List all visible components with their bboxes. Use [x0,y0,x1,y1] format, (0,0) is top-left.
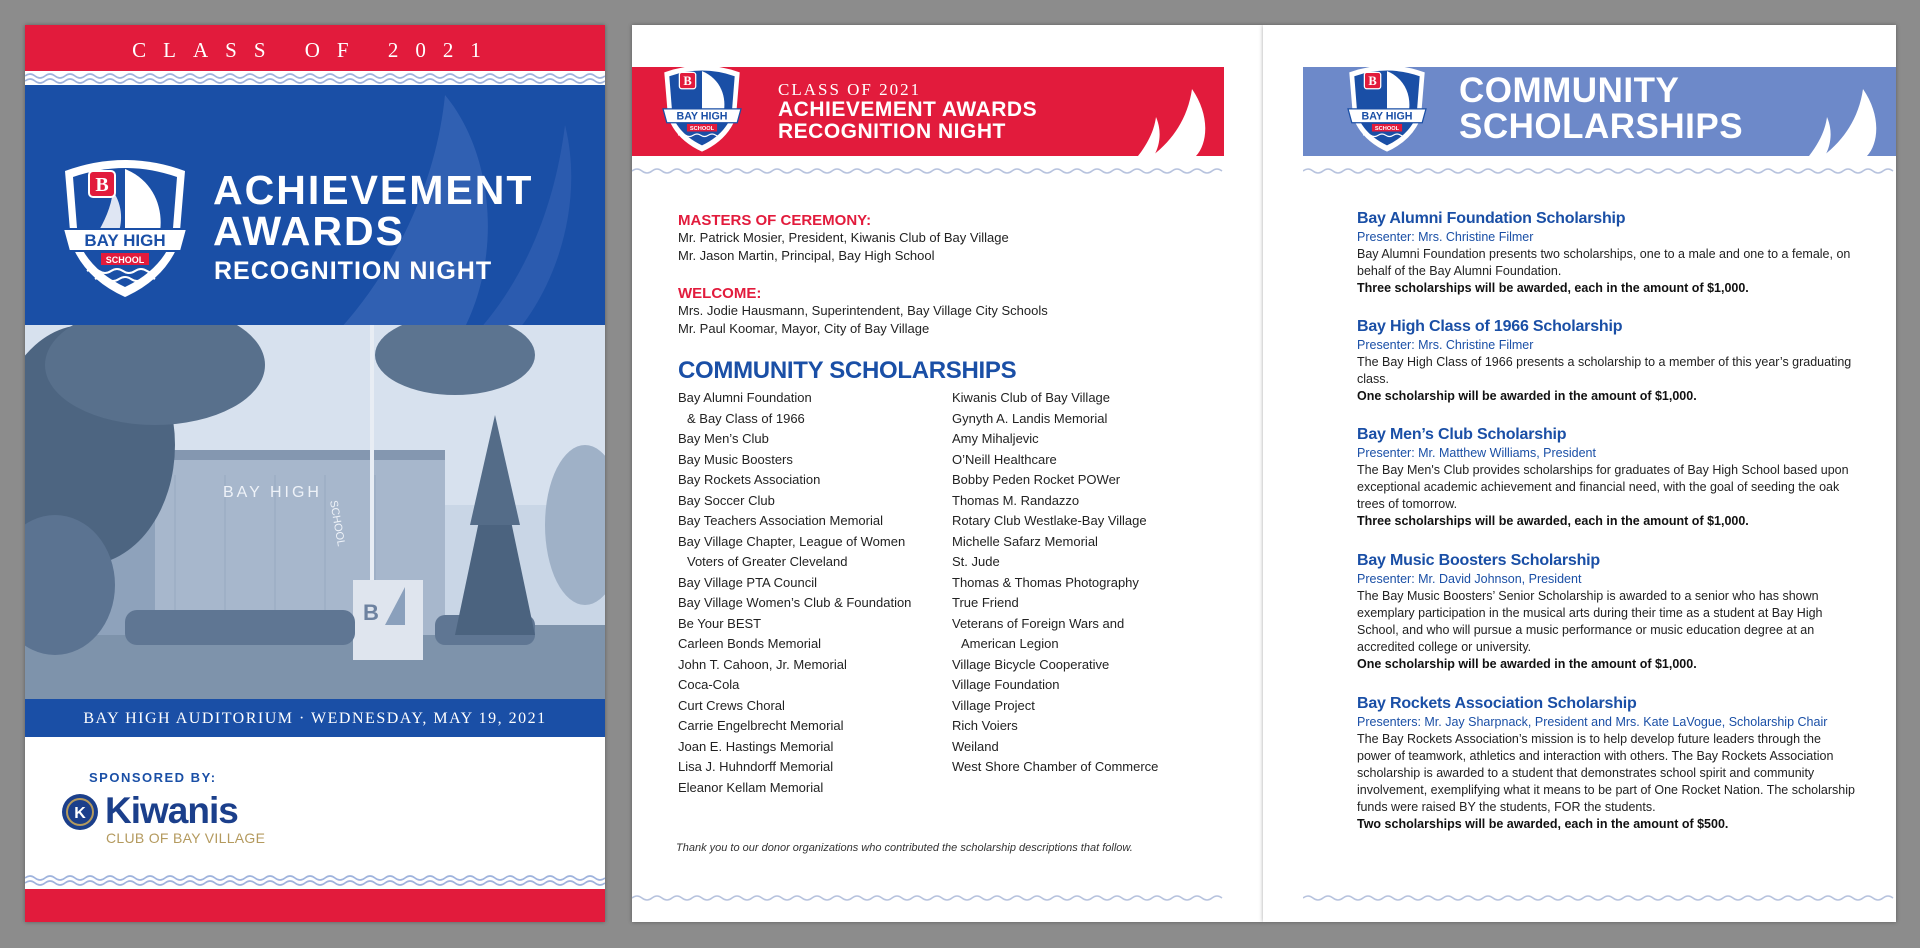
list-item: Veterans of Foreign Wars and [952,615,1125,631]
list-item: Curt Crews Choral [678,697,785,713]
svg-text:B: B [1368,74,1377,88]
list-item: Village Bicycle Cooperative [952,656,1110,672]
svg-text:BAY HIGH: BAY HIGH [1361,110,1413,123]
list-item: & Bay Class of 1966 [687,410,805,426]
list-item: Bay Music Boosters [678,451,793,467]
list-item: Gynyth A. Landis Memorial [952,410,1108,426]
list-item: Bay Men’s Club [678,431,769,446]
cover-title-line1: ACHIEVEMENT [213,167,534,213]
left-banner-title1: ACHIEVEMENT AWARDS [778,98,1038,121]
scholarship-presenter: Presenter: Mr. David Johnson, President [1357,572,1582,586]
list-item: Weiland [952,738,999,754]
list-item: O’Neill Healthcare [952,451,1057,467]
scholarship-title: Bay Rockets Association Scholarship [1357,695,1637,712]
list-item: Carrie Engelbrecht Memorial [678,718,844,733]
list-item: Michelle Safarz Memorial [952,533,1098,549]
cover-page [25,25,605,922]
scholarship-description: The Bay High Class of 1966 presents a scholarship to a member of this year’s graduating class. [1357,355,1852,386]
list-item: West Shore Chamber of Commerce [952,759,1159,774]
scholarship-description: The Bay Men's Club provides scholarships for graduates of Bay High School based upon exceptional academic achievement and financial need, with the goal of seeding the oak trees of tomorrow. [1357,463,1849,511]
svg-text:BAY HIGH: BAY HIGH [84,231,166,250]
list-item: Eleanor Kellam Memorial [678,779,824,795]
scholarship-entry [1357,551,1857,673]
scholarship-award: One scholarship will be awarded in the amount of $1,000. [1357,657,1697,671]
sponsored-by-label: SPONSORED BY: [89,770,217,785]
cover-bottom-wave [25,873,605,887]
welcome-heading: WELCOME: [678,285,762,302]
list-item: Amy Mihaljevic [952,431,1039,446]
list-item: Village Foundation [952,677,1060,692]
list-item: Bobby Peden Rocket POWer [952,472,1121,487]
list-item: Lisa J. Huhndorff Memorial [678,759,834,774]
list-item: Carleen Bonds Memorial [678,636,822,651]
scholarship-award: One scholarship will be awarded in the amount of $1,000. [1357,389,1697,403]
right-bottom-wave [1303,893,1896,903]
list-item: Village Project [952,697,1035,713]
list-item: John T. Cahoon, Jr. Memorial [678,656,847,672]
community-scholarships-heading: COMMUNITY SCHOLARSHIPS [678,357,1017,384]
list-item: Bay Village PTA Council [678,574,817,590]
cover-bottom-band [25,889,605,922]
scholarship-presenter: Presenter: Mrs. Christine Filmer [1357,230,1534,244]
cover-top-wave [25,71,605,85]
list-item: Rotary Club Westlake-Bay Village [952,513,1147,528]
welcome-line: Mr. Paul Koomar, Mayor, City of Bay Village [678,321,930,336]
scholarship-entry [1357,694,1857,833]
school-building-photo [25,325,605,699]
list-item: St. Jude [952,554,1000,569]
list-item: Bay Alumni Foundation [678,390,812,405]
scholarship-description: The Bay Rockets Association’s mission is to help develop future leaders through the power of teamwork, athletics and interaction with others. The Bay Rockets Association scholarship is awarded to a student that demonstrates school spirit and community involvement, exemplifying what it means to be part of One Rocket Nation. The scholarship funds were raised BY the students, FOR the students. [1357,732,1855,814]
welcome-line: Mrs. Jodie Hausmann, Superintendent, Bay Village City Schools [678,303,1048,318]
list-item: Thomas M. Randazzo [952,492,1080,508]
bay-high-crest-icon [55,151,195,301]
svg-text:SCHOOL: SCHOOL [105,255,145,265]
svg-text:BAY HIGH: BAY HIGH [676,110,728,123]
svg-text:BAY HIGH: BAY HIGH [223,484,322,501]
thank-you-note: Thank you to our donor organizations who contributed the scholarship descriptions that follow. [676,842,1133,854]
list-item: Be Your BEST [678,615,762,631]
list-item: Bay Teachers Association Memorial [678,513,883,528]
scholarship-description: Bay Alumni Foundation presents two scholarships, one to a male and one to a female, on behalf of the Bay Alumni Foundation. [1357,247,1851,278]
scholarship-description: The Bay Music Boosters’ Senior Scholarship is awarded to a senior who has shown exemplary participation in the musical arts during their time as a student at Bay High School, and who will pursue a music performance or music education degree at an accredited college or university. [1357,589,1823,654]
list-item: Coca-Cola [678,677,740,692]
svg-text:B: B [363,600,379,625]
svg-text:B: B [683,74,692,88]
list-item: American Legion [961,636,1059,651]
list-item: Rich Voiers [952,718,1018,733]
right-banner-title2: SCHOLARSHIPS [1459,107,1744,146]
list-item: Kiwanis Club of Bay Village [952,390,1111,405]
masters-line: Mr. Jason Martin, Principal, Bay High School [678,248,935,263]
scholarship-title: Bay Music Boosters Scholarship [1357,552,1600,569]
list-item: True Friend [952,595,1019,610]
right-banner-wave [1303,166,1896,176]
masters-heading: MASTERS OF CEREMONY: [678,212,872,229]
masters-line: Mr. Patrick Mosier, President, Kiwanis Club of Bay Village [678,230,1009,245]
program-page-left [632,25,1263,922]
cover-title-line3: RECOGNITION NIGHT [214,257,493,285]
scholarship-presenter: Presenter: Mrs. Christine Filmer [1357,338,1534,352]
list-item: Bay Rockets Association [678,472,821,487]
scholarship-award: Three scholarships will be awarded, each in the amount of $1,000. [1357,281,1749,295]
scholarship-entry [1357,425,1857,530]
svg-text:K: K [74,805,86,822]
sail-banner-icon [1112,87,1222,156]
right-banner-title1: COMMUNITY [1459,71,1680,110]
svg-text:SCHOOL: SCHOOL [689,126,715,133]
list-item: Bay Village Women’s Club & Foundation [678,595,912,610]
left-bottom-wave [632,893,1224,903]
list-item: Bay Village Chapter, League of Women [678,533,906,549]
scholarship-presenter: Presenter: Mr. Matthew Williams, President [1357,446,1596,460]
bay-high-crest-icon [658,55,746,159]
cover-class-label: CLASS OF 2021 [132,38,498,62]
scholarship-entry [1357,209,1857,297]
scholarship-award: Two scholarships will be awarded, each in the amount of $500. [1357,817,1729,831]
kiwanis-logo-icon [61,793,99,831]
svg-text:B: B [95,174,109,196]
sponsor-list-col1 [678,388,911,798]
left-banner-title2: RECOGNITION NIGHT [778,120,1006,143]
list-item: Joan E. Hastings Memorial [678,738,834,754]
sponsor-list-col2 [952,388,1158,778]
list-item: Thomas & Thomas Photography [952,574,1139,590]
scholarship-presenter: Presenters: Mr. Jay Sharpnack, President and Mrs. Kate LaVogue, Scholarship Chair [1357,715,1828,729]
program-page-right [1263,25,1896,922]
scholarship-entry [1357,317,1857,405]
left-banner-wave [632,166,1224,176]
scholarship-award: Three scholarships will be awarded, each in the amount of $1,000. [1357,514,1749,528]
left-banner-class: CLASS OF 2021 [778,80,922,99]
list-item: Bay Soccer Club [678,492,775,508]
sponsor-name: Kiwanis [105,790,238,831]
cover-title-line2: AWARDS [213,208,405,254]
scholarship-title: Bay Alumni Foundation Scholarship [1357,210,1626,227]
sail-banner-icon [1783,87,1893,156]
svg-text:SCHOOL: SCHOOL [1374,126,1400,133]
scholarship-title: Bay Men’s Club Scholarship [1357,426,1567,443]
scholarship-title: Bay High Class of 1966 Scholarship [1357,318,1623,335]
list-item: Voters of Greater Cleveland [687,554,848,569]
sponsor-subtitle: CLUB OF BAY VILLAGE [106,830,266,846]
event-date-line: BAY HIGH AUDITORIUM · WEDNESDAY, MAY 19, 2021 [83,710,547,727]
bay-high-crest-icon [1343,55,1431,159]
svg-text:SCHOOL: SCHOOL [327,499,347,548]
